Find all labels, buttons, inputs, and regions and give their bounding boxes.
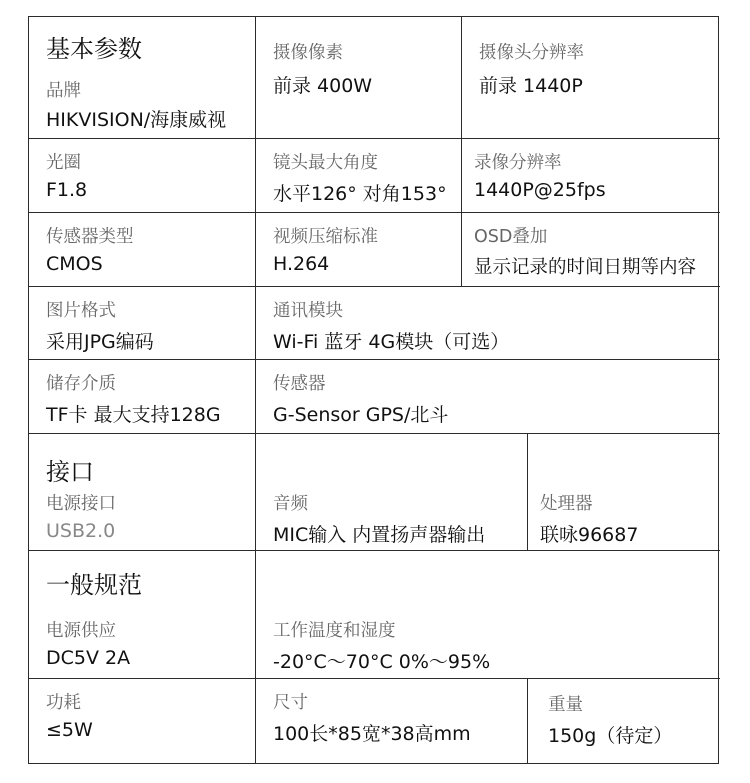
section-title-general: 一般规范 (46, 571, 142, 599)
label-rec-res: 录像分辨率 (474, 153, 562, 173)
label-size: 尺寸 (273, 693, 308, 713)
label-storage: 储存介质 (46, 374, 116, 394)
label-sensors: 传感器 (273, 374, 326, 394)
label-lens-angle: 镜头最大角度 (273, 153, 378, 173)
cell-power-supply (29, 551, 256, 679)
value-lens-angle: 水平126° 对角153° (273, 183, 447, 205)
value-power-use: ≤5W (46, 719, 93, 741)
label-pixels: 摄像像素 (273, 43, 343, 63)
section-title-interface: 接口 (46, 458, 94, 486)
cell-size (256, 679, 528, 763)
label-compression: 视频压缩标准 (273, 227, 378, 247)
value-pixels: 前录 400W (273, 75, 373, 97)
label-comm: 通讯模块 (273, 301, 343, 321)
cell-power-port (29, 434, 256, 551)
cell-comm (256, 287, 720, 360)
label-power-use: 功耗 (46, 693, 81, 713)
cell-power-use (29, 679, 256, 763)
cell-brand (29, 17, 256, 139)
label-processor: 处理器 (540, 494, 593, 514)
label-temp-humidity: 工作温度和湿度 (273, 621, 396, 641)
value-power-supply: DC5V 2A (46, 647, 131, 669)
value-temp-humidity: -20°C～70°C 0%～95% (273, 651, 491, 673)
cell-lens-angle (256, 139, 462, 213)
value-weight: 150g（待定） (548, 725, 673, 747)
value-aperture: F1.8 (46, 179, 88, 201)
value-brand: HIKVISION/海康威视 (46, 109, 227, 131)
label-weight: 重量 (548, 695, 583, 715)
label-osd: OSD叠加 (474, 227, 548, 247)
value-audio: MIC输入 内置扬声器输出 (273, 524, 486, 546)
value-storage: TF卡 最大支持128G (46, 404, 221, 426)
cell-aperture (29, 139, 256, 213)
cell-rec-res (462, 139, 720, 213)
value-sensor-type: CMOS (46, 253, 103, 275)
cell-processor (528, 434, 720, 551)
cell-compression (256, 213, 462, 287)
value-cam-res: 前录 1440P (479, 75, 583, 97)
label-audio: 音频 (273, 494, 308, 514)
label-cam-res: 摄像头分辨率 (479, 43, 584, 63)
cell-audio (256, 434, 528, 551)
cell-img-format (29, 287, 256, 360)
label-aperture: 光圈 (46, 153, 81, 173)
label-brand: 品牌 (46, 81, 81, 101)
label-sensor-type: 传感器类型 (46, 227, 134, 247)
value-size: 100长*85宽*38高mm (273, 723, 471, 745)
value-comm: Wi-Fi 蓝牙 4G模块（可选） (273, 331, 510, 353)
value-osd: 显示记录的时间日期等内容 (474, 257, 697, 278)
cell-pixels (256, 17, 462, 139)
value-compression: H.264 (273, 253, 330, 275)
label-power-port: 电源接口 (46, 494, 116, 514)
value-processor: 联咏96687 (540, 524, 639, 546)
value-rec-res: 1440P@25fps (474, 179, 606, 201)
cell-osd (462, 213, 720, 287)
value-img-format: 采用JPG编码 (46, 331, 154, 353)
section-title-basic: 基本参数 (46, 35, 142, 63)
cell-weight (528, 679, 720, 763)
cell-sensors (256, 360, 720, 434)
cell-storage (29, 360, 256, 434)
cell-cam-res (462, 17, 720, 139)
cell-sensor-type (29, 213, 256, 287)
label-power-supply: 电源供应 (46, 621, 116, 641)
spec-table (28, 16, 719, 764)
cell-temp-humidity (256, 551, 720, 679)
value-power-port: USB2.0 (46, 520, 116, 542)
value-sensors: G-Sensor GPS/北斗 (273, 404, 449, 426)
label-img-format: 图片格式 (46, 301, 116, 321)
